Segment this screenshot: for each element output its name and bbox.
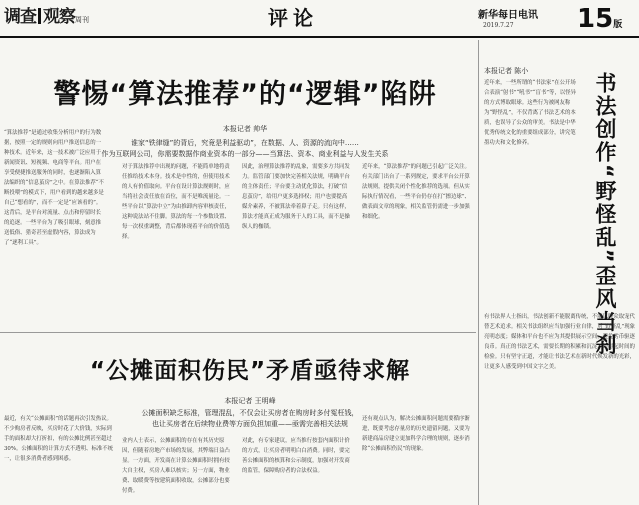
article2-column: 最近，有关“公摊面积”的话题再次引发热议。不少购房者反映，买房时花了大价钱，实际到手的面积却大打折扣，有的公摊比例甚至超过30%。公摊面积的计算方式不透明、标准不统一，让很多消费者感到困惑。 [4, 416, 114, 462]
column-divider [478, 40, 479, 505]
article2-byline: 本报记者 王明峰 [224, 397, 276, 405]
article3-column: 有书法界人士指出，书法创新不能脱离传统，不能以哗众取宠代替艺术追求。相关书法组织应当加强行业自律，对“野怪乱”现象亮明态度；媒体和平台也不应为其提供展示空间，避免劣币驱逐良币。真正的书法艺术，需要长期的积累和沉淀，经得起时间的检验。只有坚守正道，才能让书法艺术在新时代焕发新的光彩，让更多人感受到中国文字之美。 [484, 314, 636, 370]
article1-lead [60, 138, 430, 160]
section-title: 评论 [268, 6, 318, 30]
article2-lead-line: 也让买房者在后续物业费等方面负担加重——亟需完善相关法规 [152, 420, 348, 428]
article2-headline: “公摊面积伤民”矛盾亟待求解 [89, 358, 411, 384]
article3-headline: 书法创作“野怪乱”歪风当刹 [593, 72, 617, 357]
issue-date: 2019.7.27 [483, 22, 514, 29]
article1-column: “算法推荐”是通过收集分析用户的行为数据，按照一定的规则向用户推送信息的一种技术。近年来，这一技术被广泛应用于新闻资讯、短视频、电商等平台。用户在享受便捷推送服务的同时，也逐渐陷入算法编织的“信息茧房”之中。在算法推荐“不断投喂”的模式下，用户看到的越来越多是自己“想看的”，而不一定是“应该看的”。这背后，是平台对流量、点击和停留时长的追逐。一些平台为了吸引眼球，刻意推送低俗、猎奇甚至虚假内容，算法成为了“逐利工具”。 [4, 130, 104, 246]
article2-lead-line: 公摊面积缺乏标准，管理混乱，不仅会让买房者在购房时多付冤枉钱， [141, 409, 359, 417]
article1-lead-line: 作为互联网公司，你需要数据作商业资本的一部分——当算法、资本、商业利益与人发生关系 [101, 150, 389, 158]
article1-headline: 警惕“算法推荐”的“逻辑”陷阱 [53, 79, 437, 110]
article3-column: 近年来，一些所谓的“书法家”在公开场合表演“射书”“吼书”“盲书”等，以怪异的方式博取眼球。这些行为被网友称为“野怪乱”，不仅背离了书法艺术的本质，也误导了公众的审美。书法是中华优秀传统文化的重要组成部分，讲究笔墨功夫和文化修养。 [484, 80, 577, 146]
newspaper-name: 新华每日电讯 [478, 10, 538, 21]
article-divider [0, 332, 476, 333]
article1-byline: 本报记者 帅华 [222, 125, 268, 133]
article2-column: 对此，有专家建议，应当推行按套内面积计价的方式，让买房者明明白白消费。同时，要完善公摊面积的核算和公示制度，加强对开发商的监管，保障购房者的合法权益。 [242, 438, 350, 474]
article2-column: 还有观点认为，解决公摊面积问题需要循序渐进，既要考虑存量房的历史遗留问题，又要为新建商品房建立更加科学合理的规则，逐步消除“公摊面积伤民”的现象。 [362, 416, 470, 452]
article2-column: 业内人士表示，公摊面积的存在有其历史原因，但随着房地产市场的发展，其弊端日益凸显。一方面，开发商在计算公摊面积时拥有较大自主权，买房人难以核实；另一方面，物业费、取暖费等按建筑面积收取，公摊部分也要付费。 [122, 438, 230, 494]
article1-column: 因此，治理算法推荐的乱象，需要多方共同发力。监管部门要加快完善相关法规，明确平台的主体责任；平台要主动优化算法，打破“信息茧房”，给用户更多选择权；用户也要提高媒介素养，不被算法牵着鼻子走。只有这样，算法才能真正成为服务于人的工具，而不是操纵人的枷锁。 [242, 164, 350, 230]
header-rule [0, 36, 639, 38]
page-number: 15版 [577, 4, 623, 34]
article1-column: 近年来，“算法推荐”的问题已引起广泛关注。有关部门出台了一系列规定，要求平台公开算法规则，提供关闭个性化推荐的选项。但从实际执行情况看，一些平台仍存在打“擦边球”、做表面文章的现象，相关监管仍需进一步加强和细化。 [362, 164, 470, 220]
article3-byline: 本报记者 陈小 [484, 67, 529, 75]
article1-lead-line: 谁家“铁律缝”的背后，究竟是利益驱动”，在数据、人、资源的流向中…… [131, 139, 359, 147]
article1-column: 对于算法推荐中出现的问题，不能简单地将责任推给技术本身。技术是中性的，但使用技术的人有价值取向。平台在设计算法规则时，应当将社会责任放在首位，而不是唯流量论。一些平台以“算法中立”为由推卸内容审核责任，这种说法站不住脚。算法的每一个参数设置、每一次权重调整，背后都体现着平台的价值选择。 [122, 164, 230, 240]
column-brand: 调查 观察周刊 [4, 7, 89, 27]
